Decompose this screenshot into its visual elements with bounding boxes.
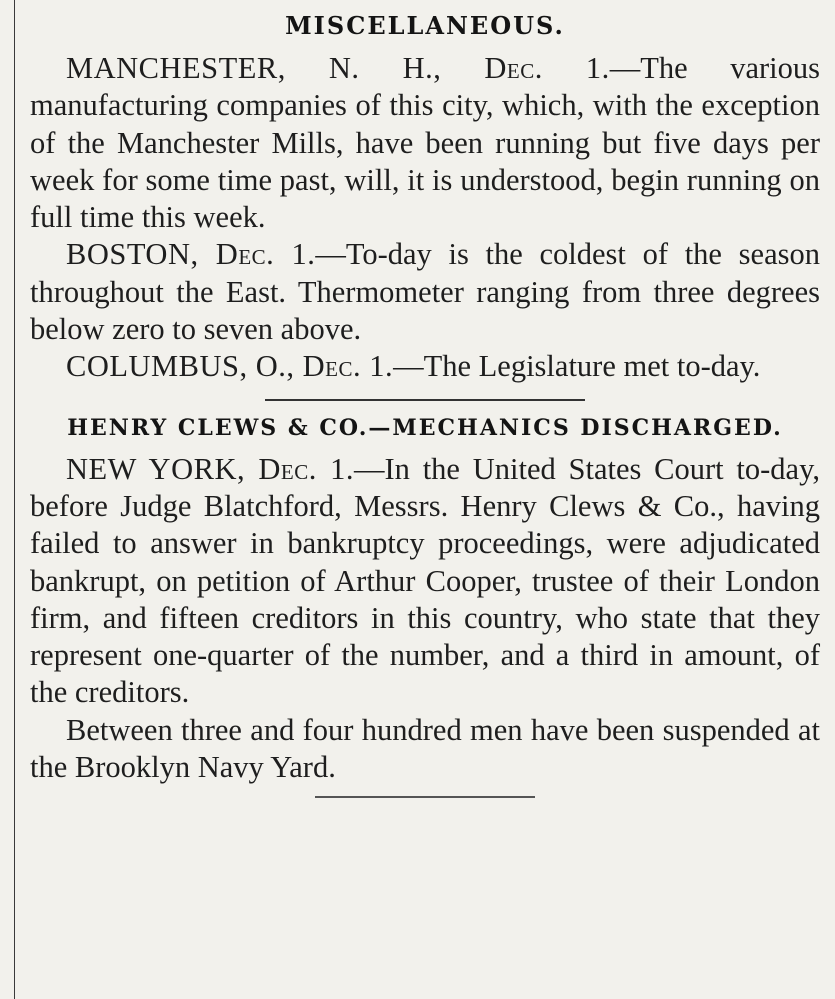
dateline-new-york: NEW YORK, Dec. 1. (66, 451, 355, 486)
article-columbus-text: —The Legislature met to-day. (393, 349, 761, 384)
article-new-york-text: —In the United States Court to-day, before Judge Blatchford, Messrs. Henry Clews & Co., having failed to answer in bankruptcy proceedings, were adjudicated bankrupt, on petition of Arthur Cooper, trustee of their London firm, and fifteen creditors in this country, who state that they represent one-quarter of the number, and a third in amount, of the creditors. (30, 451, 820, 710)
article-navy-yard-text: Between three and four hundred men have been suspended at the Brooklyn Navy Yard. (30, 712, 820, 785)
article-new-york (30, 451, 820, 712)
headline-henry-clews: HENRY CLEWS & CO.—MECHANICS DISCHARGED. (67, 414, 783, 441)
column-rule (14, 0, 15, 999)
article-manchester (30, 50, 820, 236)
headline-miscellaneous: MISCELLANEOUS. (285, 11, 565, 40)
dateline-boston: BOSTON, Dec. 1. (66, 237, 316, 272)
article-navy-yard (30, 712, 820, 787)
article-columbus (30, 348, 820, 385)
dateline-columbus: COLUMBUS, O., Dec. 1. (66, 349, 394, 384)
bottom-divider (315, 796, 535, 798)
section-divider (265, 399, 585, 401)
newspaper-column (30, 0, 820, 798)
dateline-manchester: MANCHESTER, N. H., Dec. 1. (66, 51, 610, 85)
article-boston (30, 236, 820, 348)
article-boston-text: —To-day is the coldest of the season throughout the East. Thermometer ranging from three degrees below zero to seven above. (30, 237, 820, 347)
article-manchester-text: —The various manufacturing companies of this city, which, with the exception of the Manchester Mills, have been running but five days per week for some time past, will, it is understood, begin running on full time this week. (30, 51, 820, 235)
